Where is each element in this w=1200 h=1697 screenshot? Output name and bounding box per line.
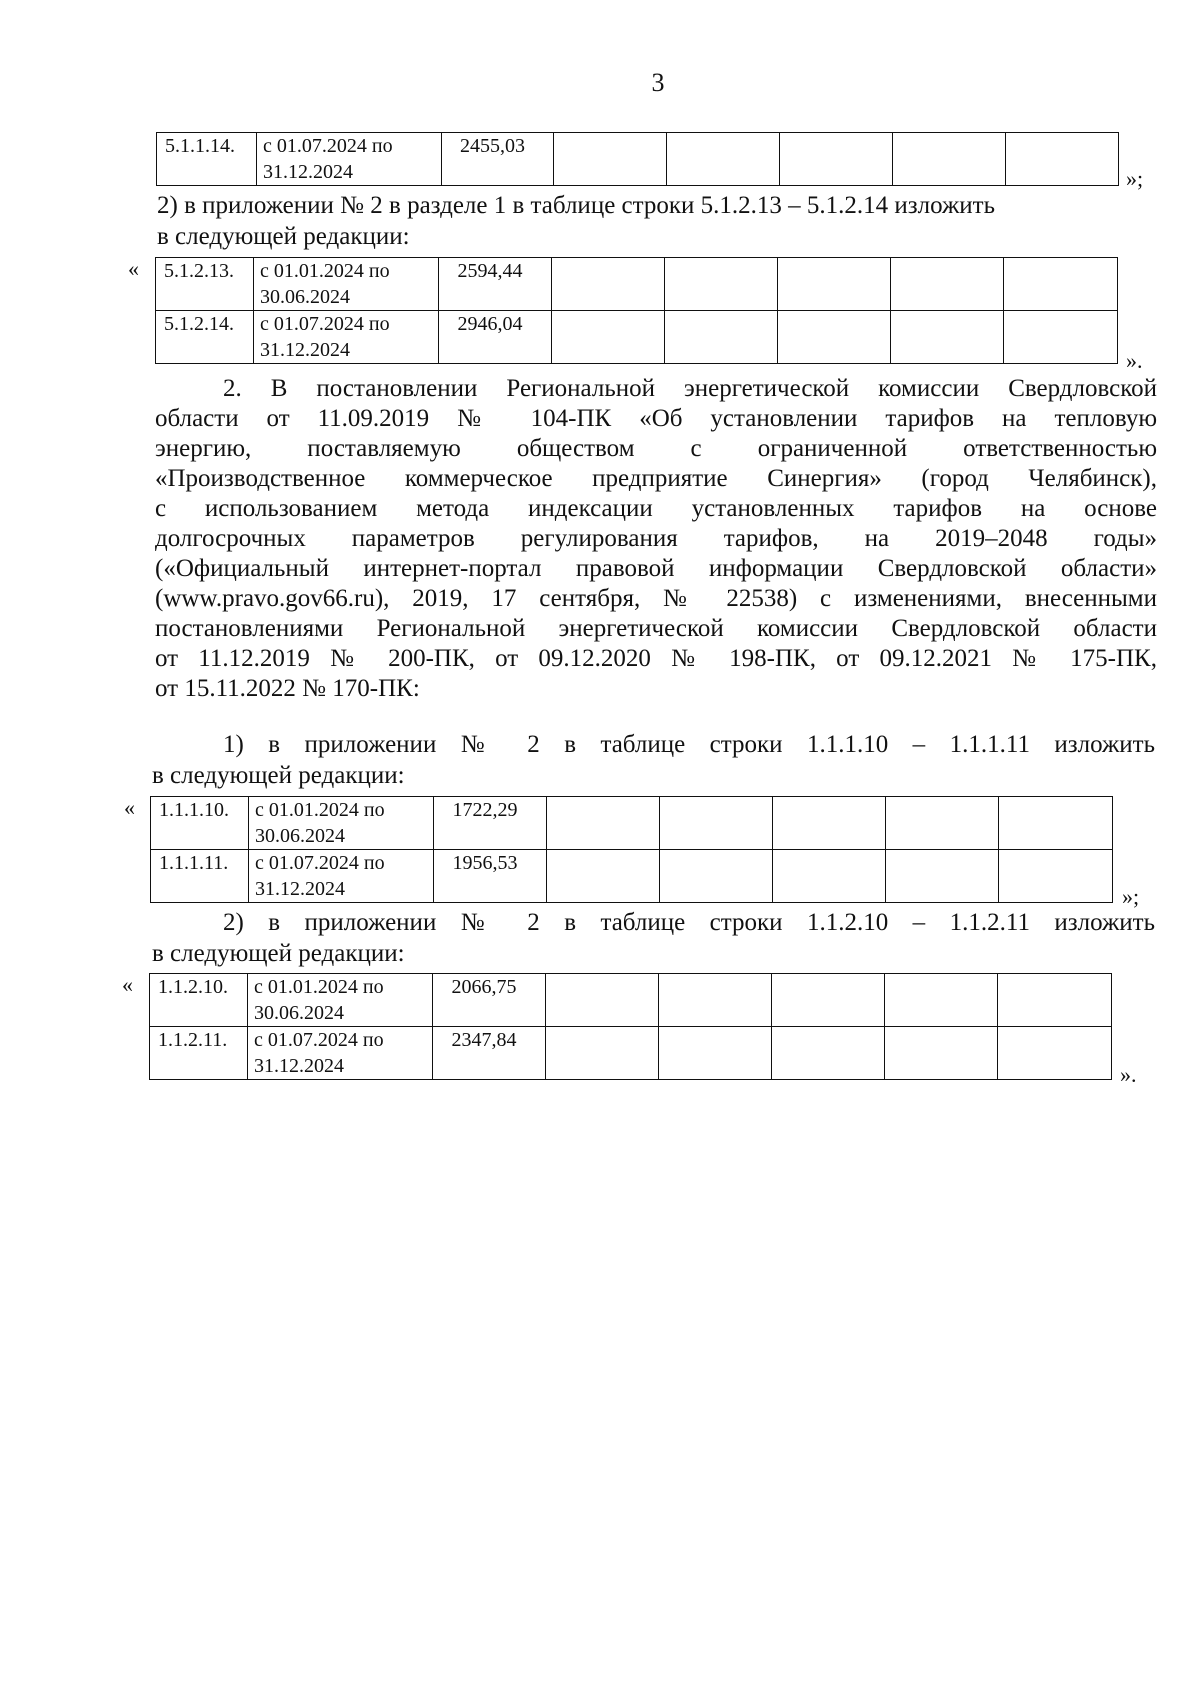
section-line: с использованием метода индексации установленных тарифов на основе <box>155 495 1157 522</box>
empty-cell <box>778 311 891 364</box>
section-line: (www.pravo.gov66.ru), 2019, 17 сентября, № 22538) с изменениями, внесенными <box>155 585 1157 612</box>
tariff-table-b <box>155 257 1118 364</box>
empty-cell <box>659 1027 772 1080</box>
empty-cell <box>667 133 780 186</box>
table-row <box>151 797 1113 850</box>
empty-cell <box>886 797 999 850</box>
empty-cell <box>554 133 667 186</box>
empty-cell <box>998 1027 1112 1080</box>
empty-cell <box>1006 133 1119 186</box>
closing-quote: »; <box>1122 884 1140 909</box>
opening-quote: « <box>124 795 135 820</box>
empty-cell <box>546 1027 659 1080</box>
section-line: постановлениями Региональной энергетической комиссии Свердловской области <box>155 615 1157 642</box>
row-period <box>254 258 439 311</box>
empty-cell <box>665 311 778 364</box>
closing-quote: ». <box>1126 348 1143 373</box>
table-row <box>156 311 1118 364</box>
row-value: 2347,84 <box>433 1027 546 1080</box>
period-end: 31.12.2024 <box>255 878 345 900</box>
row-value: 1956,53 <box>434 850 547 903</box>
tariff-table-a <box>156 132 1119 186</box>
empty-cell <box>773 850 886 903</box>
empty-cell <box>891 258 1004 311</box>
empty-cell <box>665 258 778 311</box>
period-end: 30.06.2024 <box>255 825 345 847</box>
empty-cell <box>891 311 1004 364</box>
empty-cell <box>780 133 893 186</box>
row-code: 5.1.2.13. <box>156 258 254 311</box>
empty-cell <box>547 850 660 903</box>
period-start: с 01.01.2024 по <box>260 260 390 282</box>
section-line: от 11.12.2019 № 200-ПК, от 09.12.2020 № 198-ПК, от 09.12.2021 № 175-ПК, <box>155 645 1157 672</box>
row-code: 1.1.1.10. <box>151 797 249 850</box>
table-row <box>150 974 1112 1027</box>
empty-cell <box>772 1027 885 1080</box>
period-start: с 01.01.2024 по <box>254 976 384 998</box>
item-2-line-2: в следующей редакции: <box>157 223 410 250</box>
row-value: 2946,04 <box>439 311 552 364</box>
closing-quote: ». <box>1120 1062 1137 1087</box>
empty-cell <box>885 1027 998 1080</box>
row-value: 2455,03 <box>442 133 554 186</box>
closing-quote: »; <box>1126 166 1144 191</box>
empty-cell <box>660 850 773 903</box>
row-code: 5.1.2.14. <box>156 311 254 364</box>
empty-cell <box>1004 258 1118 311</box>
empty-cell <box>999 797 1113 850</box>
row-value: 2594,44 <box>439 258 552 311</box>
section-line: «Производственное коммерческое предприятие Синергия» (город Челябинск), <box>155 465 1157 492</box>
row-value: 2066,75 <box>433 974 546 1027</box>
item-2-line-1: 2) в приложении № 2 в разделе 1 в таблице строки 5.1.2.13 – 5.1.2.14 изложить <box>157 192 995 219</box>
empty-cell <box>659 974 772 1027</box>
row-code: 5.1.1.14. <box>157 133 257 186</box>
empty-cell <box>772 974 885 1027</box>
period-start: с 01.07.2024 по <box>255 852 385 874</box>
item-2b-line-1: 2) в приложении № 2 в таблице строки 1.1.2.10 – 1.1.2.11 изложить <box>223 909 1155 936</box>
row-period <box>249 797 434 850</box>
period-end: 31.12.2024 <box>263 161 353 183</box>
opening-quote: « <box>128 256 139 281</box>
period-end: 30.06.2024 <box>254 1002 344 1024</box>
period-start: с 01.07.2024 по <box>254 1029 384 1051</box>
row-code: 1.1.2.10. <box>150 974 248 1027</box>
period-end: 30.06.2024 <box>260 286 350 308</box>
page-number: 3 <box>651 68 665 97</box>
row-value: 1722,29 <box>434 797 547 850</box>
empty-cell <box>773 797 886 850</box>
row-period <box>248 974 433 1027</box>
table-row <box>150 1027 1112 1080</box>
section-line: от 15.11.2022 № 170-ПК: <box>155 675 420 702</box>
section-line: энергию, поставляемую обществом с ограниченной ответственностью <box>155 435 1157 462</box>
period-start: с 01.07.2024 по <box>260 313 390 335</box>
item-2b-line-2: в следующей редакции: <box>152 940 405 967</box>
opening-quote: « <box>122 972 133 997</box>
tariff-table-c <box>150 796 1113 903</box>
empty-cell <box>660 797 773 850</box>
empty-cell <box>552 311 665 364</box>
period-end: 31.12.2024 <box>254 1055 344 1077</box>
item-1-line-2: в следующей редакции: <box>152 762 405 789</box>
empty-cell <box>778 258 891 311</box>
row-code: 1.1.2.11. <box>150 1027 248 1080</box>
empty-cell <box>998 974 1112 1027</box>
row-period <box>254 311 439 364</box>
row-code: 1.1.1.11. <box>151 850 249 903</box>
row-period <box>248 1027 433 1080</box>
tariff-table-d <box>149 973 1112 1080</box>
period-start: с 01.07.2024 по <box>263 135 393 157</box>
item-1-line-1: 1) в приложении № 2 в таблице строки 1.1.1.10 – 1.1.1.11 изложить <box>223 731 1155 758</box>
empty-cell <box>547 797 660 850</box>
empty-cell <box>999 850 1113 903</box>
section-line: области от 11.09.2019 № 104-ПК «Об установлении тарифов на тепловую <box>155 405 1157 432</box>
empty-cell <box>893 133 1006 186</box>
empty-cell <box>1004 311 1118 364</box>
empty-cell <box>886 850 999 903</box>
row-period <box>257 133 442 186</box>
table-row <box>157 133 1119 186</box>
table-row <box>151 850 1113 903</box>
empty-cell <box>552 258 665 311</box>
empty-cell <box>885 974 998 1027</box>
section-line: («Официальный интернет-портал правовой информации Свердловской области» <box>155 555 1157 582</box>
section-2-paragraph <box>155 374 1157 704</box>
period-start: с 01.01.2024 по <box>255 799 385 821</box>
section-line: долгосрочных параметров регулирования тарифов, на 2019–2048 годы» <box>155 525 1157 552</box>
row-period <box>249 850 434 903</box>
section-line: 2. В постановлении Региональной энергетической комиссии Свердловской <box>223 375 1157 402</box>
period-end: 31.12.2024 <box>260 339 350 361</box>
empty-cell <box>546 974 659 1027</box>
table-row <box>156 258 1118 311</box>
